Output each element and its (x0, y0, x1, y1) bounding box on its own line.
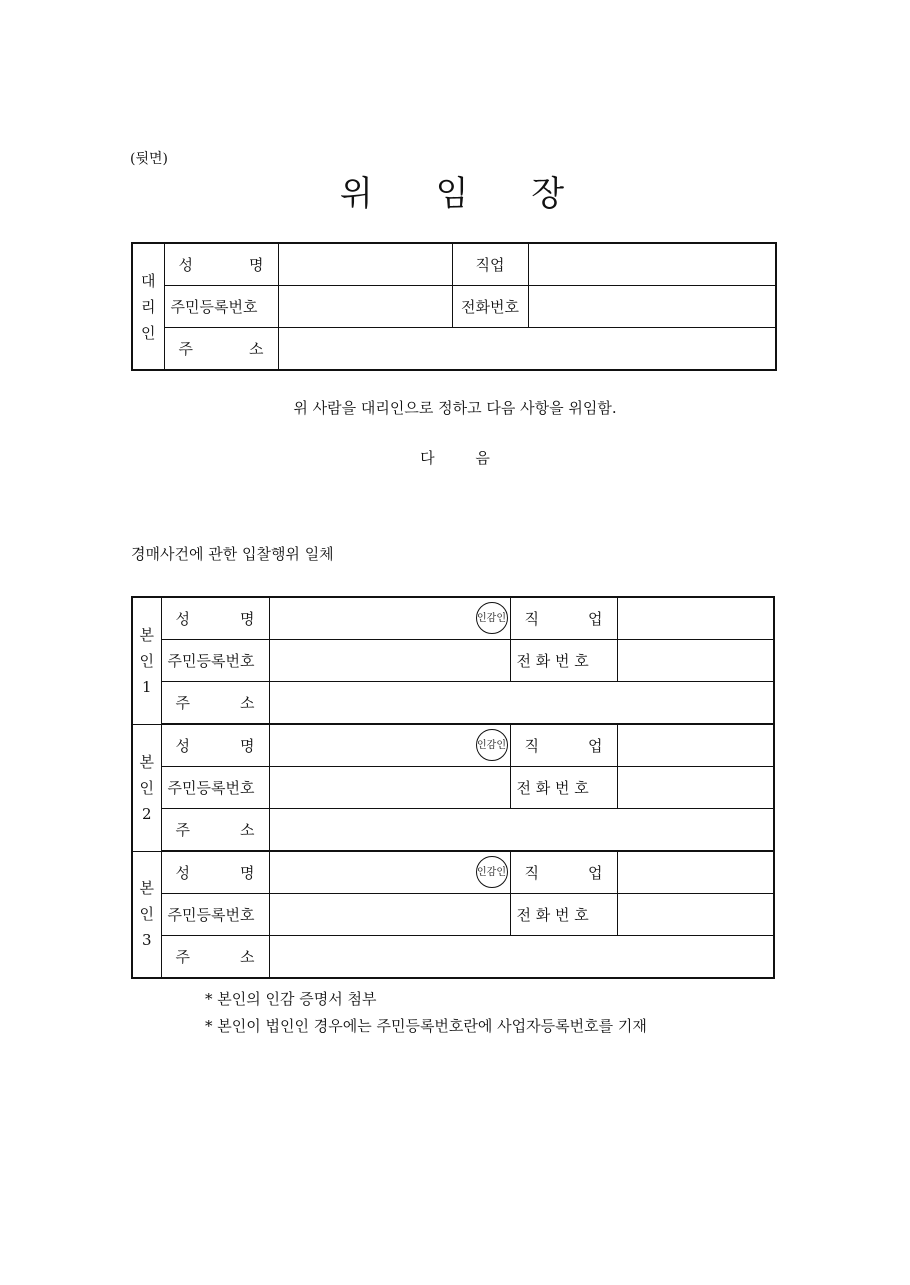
principal-3-side-label: 본 인 3 (132, 851, 161, 978)
principal-3-rrn-field[interactable] (269, 894, 510, 936)
principal-3-phone-field[interactable] (617, 894, 774, 936)
seal-mark-icon: 인감인 (476, 729, 508, 761)
principal-2-phone-field[interactable] (617, 767, 774, 809)
agent-phone-label: 전화번호 (452, 286, 528, 328)
back-side-note: (뒷면) (130, 151, 168, 167)
agent-rrn-field[interactable] (278, 286, 452, 328)
principal-job-label: 직 업 (510, 724, 617, 767)
seal-mark-icon: 인감인 (476, 602, 508, 634)
agent-phone-field[interactable] (528, 286, 776, 328)
principal-phone-label: 전 화 번 호 (510, 767, 617, 809)
agent-name-label: 성 명 (164, 243, 278, 286)
principal-1-job-field[interactable] (617, 597, 774, 640)
principal-job-label: 직 업 (510, 597, 617, 640)
delegated-item: 경매사건에 관한 입찰행위 일체 (131, 545, 334, 563)
principal-address-label: 주 소 (161, 936, 269, 979)
note-corporation: * 본인이 법인인 경우에는 주민등록번호란에 사업자등록번호를 기재 (205, 1017, 647, 1035)
principals-table (131, 596, 775, 979)
principal-name-label: 성 명 (161, 724, 269, 767)
agent-address-label: 주 소 (164, 328, 278, 371)
agent-job-label: 직업 (452, 243, 528, 286)
principal-address-label: 주 소 (161, 682, 269, 725)
principal-rrn-label: 주민등록번호 (161, 894, 269, 936)
principal-phone-label: 전 화 번 호 (510, 894, 617, 936)
principal-3-address-field[interactable] (269, 936, 774, 979)
next-heading: 다 음 (420, 449, 490, 467)
principal-1-rrn-field[interactable] (269, 640, 510, 682)
principal-2-rrn-field[interactable] (269, 767, 510, 809)
principal-1-side-label: 본 인 1 (132, 597, 161, 724)
delegation-sentence: 위 사람을 대리인으로 정하고 다음 사항을 위임함. (293, 399, 617, 417)
agent-name-field[interactable] (278, 243, 452, 286)
page-title: 위 임 장 (339, 174, 571, 214)
principal-name-label: 성 명 (161, 597, 269, 640)
agent-side-label: 대 리 인 (132, 243, 164, 370)
principal-2-job-field[interactable] (617, 724, 774, 767)
seal-mark-icon: 인감인 (476, 856, 508, 888)
agent-address-field[interactable] (278, 328, 776, 371)
principal-rrn-label: 주민등록번호 (161, 767, 269, 809)
principal-1-phone-field[interactable] (617, 640, 774, 682)
principal-2-address-field[interactable] (269, 809, 774, 852)
principal-2-name-field[interactable] (269, 724, 510, 767)
principal-3-name-field[interactable] (269, 851, 510, 894)
principal-phone-label: 전 화 번 호 (510, 640, 617, 682)
agent-table (131, 242, 777, 371)
principal-job-label: 직 업 (510, 851, 617, 894)
principal-3-job-field[interactable] (617, 851, 774, 894)
principal-1-name-field[interactable] (269, 597, 510, 640)
principal-name-label: 성 명 (161, 851, 269, 894)
principal-rrn-label: 주민등록번호 (161, 640, 269, 682)
note-seal-certificate: * 본인의 인감 증명서 첨부 (205, 990, 377, 1008)
agent-job-field[interactable] (528, 243, 776, 286)
principal-2-side-label: 본 인 2 (132, 724, 161, 851)
principal-1-address-field[interactable] (269, 682, 774, 725)
principal-address-label: 주 소 (161, 809, 269, 852)
agent-rrn-label: 주민등록번호 (164, 286, 278, 328)
